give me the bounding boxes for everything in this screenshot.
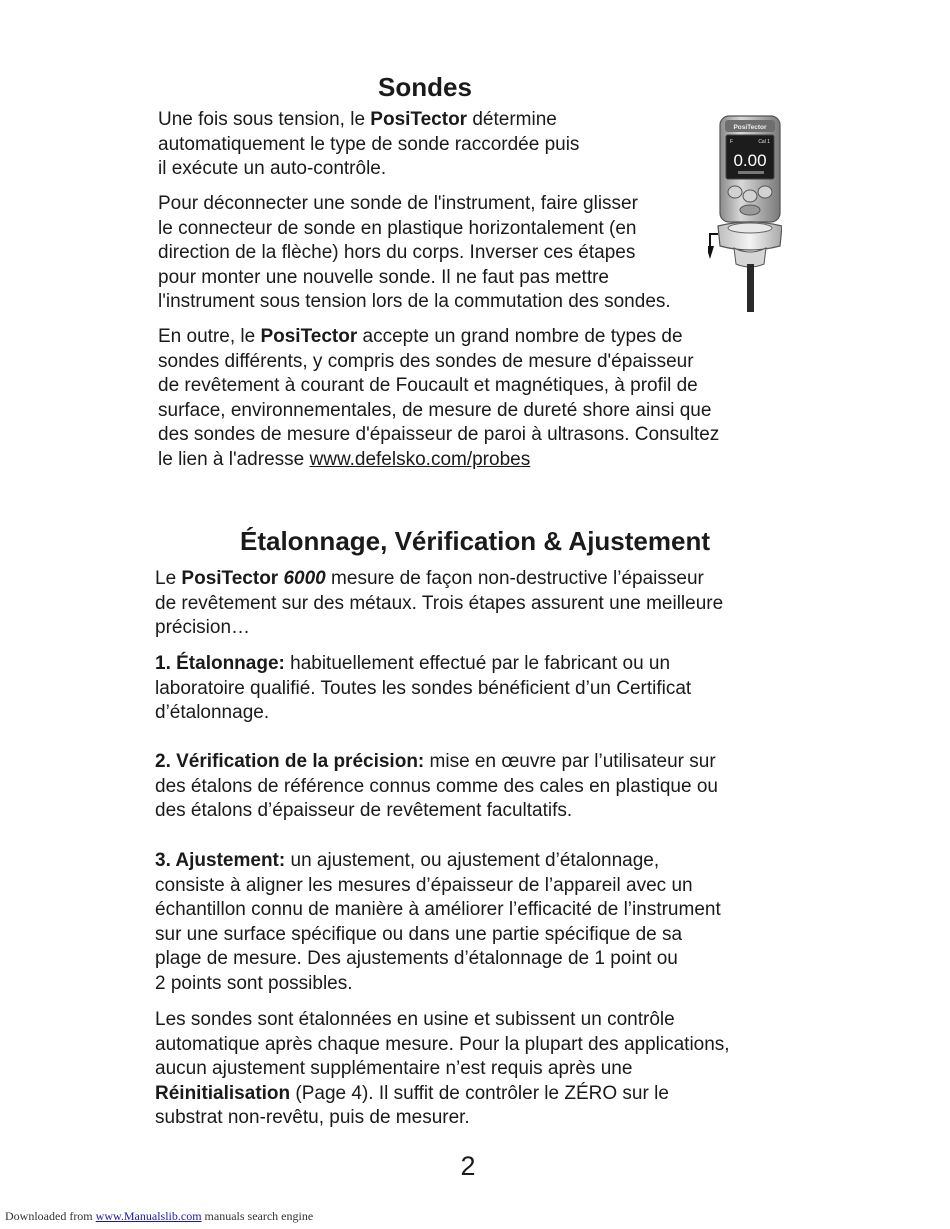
text-line: aucun ajustement supplémentaire n’est requis après une <box>155 1058 633 1080</box>
section-title-etalonnage: Étalonnage, Vérification & Ajustement <box>239 526 710 556</box>
text-line: Réinitialisation (Page 4). Il suffit de contrôler le ZÉRO sur le <box>155 1082 669 1104</box>
positector-probe-device-icon <box>708 114 782 314</box>
device-brand-label: PosiTector <box>733 124 767 131</box>
product-name: PosiTector <box>370 109 468 130</box>
text-line: Les sondes sont étalonnées en usine et subissent un contrôle <box>155 1009 675 1030</box>
text-line: de revêtement à courant de Foucault et magnétiques, à profil de <box>158 375 698 397</box>
text-line: des sondes de mesure d'épaisseur de paroi à ultrasons. Consultez <box>158 424 720 446</box>
text-line: 1. Étalonnage: habituellement effectué par le fabricant ou un <box>155 653 671 674</box>
product-model: 6000 <box>283 568 326 589</box>
device-screen-mode: F <box>730 139 734 145</box>
text-line: substrat non-revêtu, puis de mesurer. <box>155 1107 470 1129</box>
text-line: sur une surface spécifique ou dans une partie spécifique de sa <box>155 923 683 945</box>
step-label: 3. Ajustement: <box>155 850 286 871</box>
text-line: automatique après chaque mesure. Pour la plupart des applications, <box>155 1033 730 1055</box>
download-footer: Downloaded from www.Manualslib.com manuals search engine <box>5 1209 314 1223</box>
text-line: précision… <box>155 617 251 639</box>
text-line: échantillon connu de manière à améliorer l’efficacité de l’instrument <box>155 899 721 921</box>
text-line: le connecteur de sonde en plastique horizontalement (en <box>158 217 637 239</box>
text-line: laboratoire qualifié. Toutes les sondes bénéficient d’un Certificat <box>155 677 692 699</box>
sondes-paragraph-2 <box>158 192 671 315</box>
text-line: l'instrument sous tension lors de la commutation des sondes. <box>158 291 671 313</box>
probes-link[interactable]: www.defelsko.com/probes <box>309 448 531 470</box>
text-line: sondes différents, y compris des sondes de mesure d'épaisseur <box>158 350 694 372</box>
text-line: d’étalonnage. <box>155 702 270 724</box>
sondes-paragraph-3 <box>158 325 719 473</box>
text-line: Le PosiTector 6000 mesure de façon non-destructive l’épaisseur <box>155 568 704 589</box>
text-line: direction de la flèche) hors du corps. Inverser ces étapes <box>158 242 636 264</box>
sondes-paragraph-1 <box>158 108 579 182</box>
text-line: Une fois sous tension, le PosiTector détermine <box>158 109 557 130</box>
product-name: PosiTector <box>181 568 279 589</box>
text-line: En outre, le PosiTector accepte un grand nombre de types de <box>158 326 683 347</box>
step-label: 2. Vérification de la précision: <box>155 751 425 772</box>
text-line: des étalons de référence connus comme des cales en plastique ou <box>155 775 718 797</box>
text-line: 2. Vérification de la précision: mise en œuvre par l’utilisateur sur <box>155 751 716 772</box>
text-line: il exécute un auto-contrôle. <box>158 158 387 180</box>
closing-paragraph <box>155 1008 730 1131</box>
text-line: Pour déconnecter une sonde de l'instrument, faire glisser <box>158 193 638 214</box>
text-line: le lien à l'adresse www.defelsko.com/probes <box>158 448 531 470</box>
text-line: plage de mesure. Des ajustements d’étalonnage de 1 point ou <box>155 948 678 970</box>
text-line: consiste à aligner les mesures d’épaisseur de l’appareil avec un <box>155 874 693 896</box>
text-line: automatiquement le type de sonde raccordée puis <box>158 133 580 155</box>
step-label: 1. Étalonnage: <box>155 653 285 674</box>
reset-term: Réinitialisation <box>155 1082 291 1104</box>
text-line: des étalons d’épaisseur de revêtement facultatifs. <box>155 800 573 822</box>
text-line: pour monter une nouvelle sonde. Il ne faut pas mettre <box>158 266 609 288</box>
section-title-sondes: Sondes <box>378 72 472 102</box>
device-screen-cal: Cal 1 <box>758 139 770 145</box>
text-line: de revêtement sur des métaux. Trois étapes assurent une meilleure <box>155 592 724 614</box>
product-name: PosiTector <box>260 326 358 347</box>
step-3-ajustement <box>155 849 721 997</box>
page-number: 2 <box>460 1151 476 1181</box>
manualslib-link[interactable]: www.Manualslib.com <box>95 1209 202 1223</box>
step-1-etalonnage <box>155 652 691 726</box>
device-display-value: 0.00 <box>733 151 767 170</box>
etalonnage-intro <box>155 567 723 641</box>
text-line: surface, environnementales, de mesure de dureté shore ainsi que <box>158 399 712 421</box>
text-line: 3. Ajustement: un ajustement, ou ajustement d’étalonnage, <box>155 850 660 871</box>
text-line: 2 points sont possibles. <box>155 972 353 994</box>
step-2-verification <box>155 750 718 824</box>
